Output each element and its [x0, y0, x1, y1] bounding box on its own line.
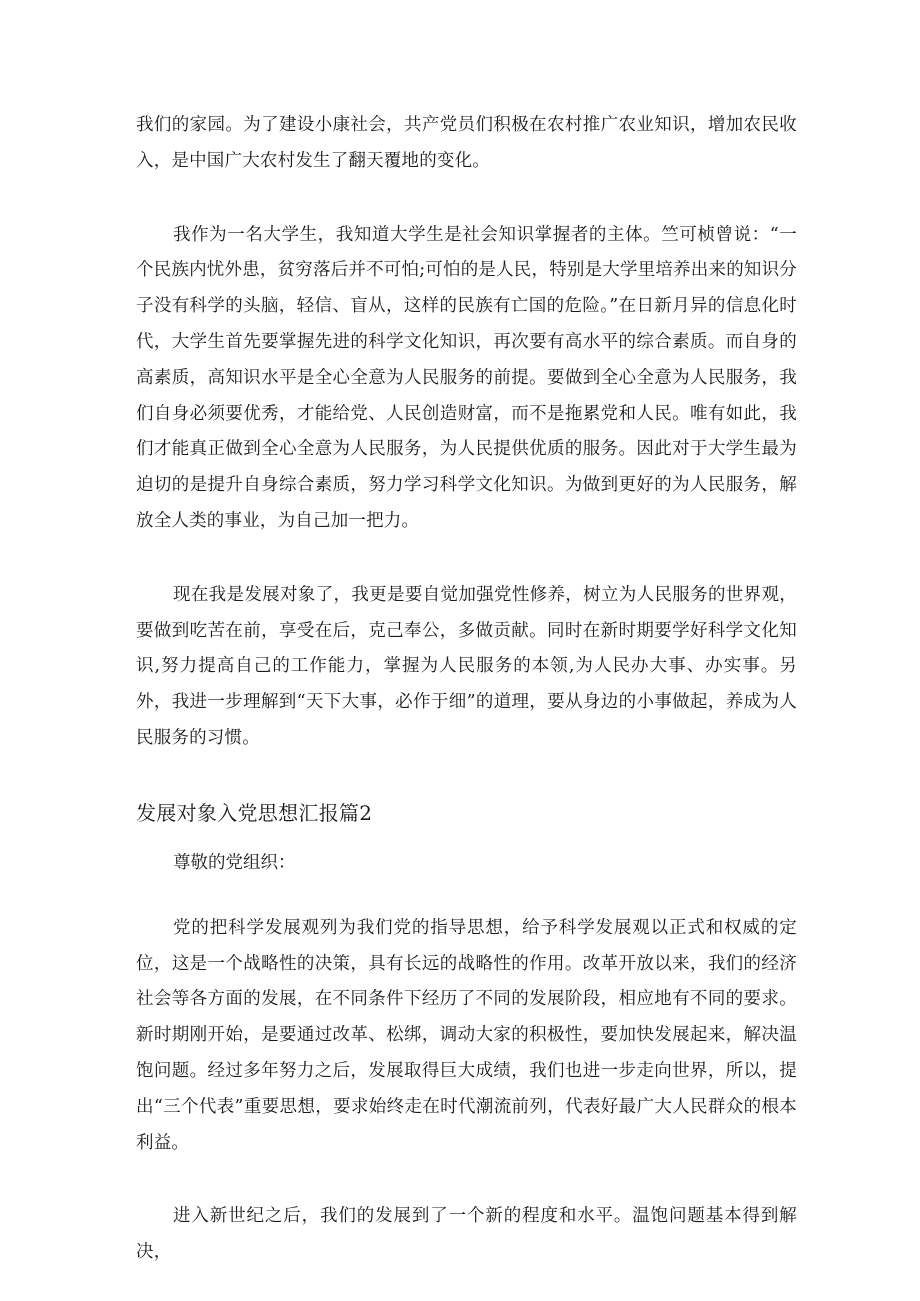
paragraph-development-target: 现在我是发展对象了，我更是要自觉加强党性修养，树立为人民服务的世界观，要做到吃苦在前，享受在后，克己奉公，多做贡献。同时在新时期要学好科学文化知识,努力提高自己的工作能力，掌握为人民服务的本领,为人民办大事、办实事。另外，我进一步理解到“天下大事，必作于细”的道理，要从身边的小事做起，养成为人民服务的习惯。: [136, 584, 797, 748]
paragraph-continuation: 我们的家园。为了建设小康社会，共产党员们积极在农村推广农业知识，增加农民收入，是中国广大农村发生了翻天覆地的变化。: [136, 115, 797, 171]
paragraph-college-student: 我作为一名大学生，我知道大学生是社会知识掌握者的主体。竺可桢曾说：“一个民族内忧外患，贫穷落后并不可怕;可怕的是人民，特别是大学里培养出来的知识分子没有科学的头脑，轻信、盲从，这样的民族有亡国的危险。”在日新月异的信息化时代，大学生首先要掌握先进的科学文化知识，再次要有高水平的综合素质。而自身的高素质，高知识水平是全心全意为人民服务的前提。要做到全心全意为人民服务，我们自身必须要优秀，才能给党、人民创造财富，而不是拖累党和人民。唯有如此，我们才能真正做到全心全意为人民服务，为人民提供优质的服务。因此对于大学生最为迫切的是提升自身综合素质，努力学习科学文化知识。为做到更好的为人民服务，解放全人类的事业，为自己加一把力。: [136, 224, 797, 531]
paragraph-scientific-development: 党的把科学发展观列为我们党的指导思想，给予科学发展观以正式和权威的定位，这是一个战略性的决策，具有长远的战略性的作用。改革开放以来，我们的经济社会等各方面的发展，在不同条件下经历了不同的发展阶段，相应地有不同的要求。新时期刚开始，是要通过改革、松绑，调动大家的积极性，要加快发展起来，解决温饱问题。经过多年努力之后，发展取得巨大成绩，我们也进一步走向世界，所以，提出“三个代表”重要思想，要求始终走在时代潮流前列，代表好最广大人民群众的根本利益。: [136, 917, 797, 1153]
section-heading: 发展对象入党思想汇报篇2: [136, 800, 373, 825]
document-page: [136, 108, 797, 1271]
salutation: 尊敬的党组织：: [173, 852, 296, 873]
paragraph-new-century: 进入新世纪之后，我们的发展到了一个新的程度和水平。温饱问题基本得到解决，: [136, 1206, 797, 1263]
